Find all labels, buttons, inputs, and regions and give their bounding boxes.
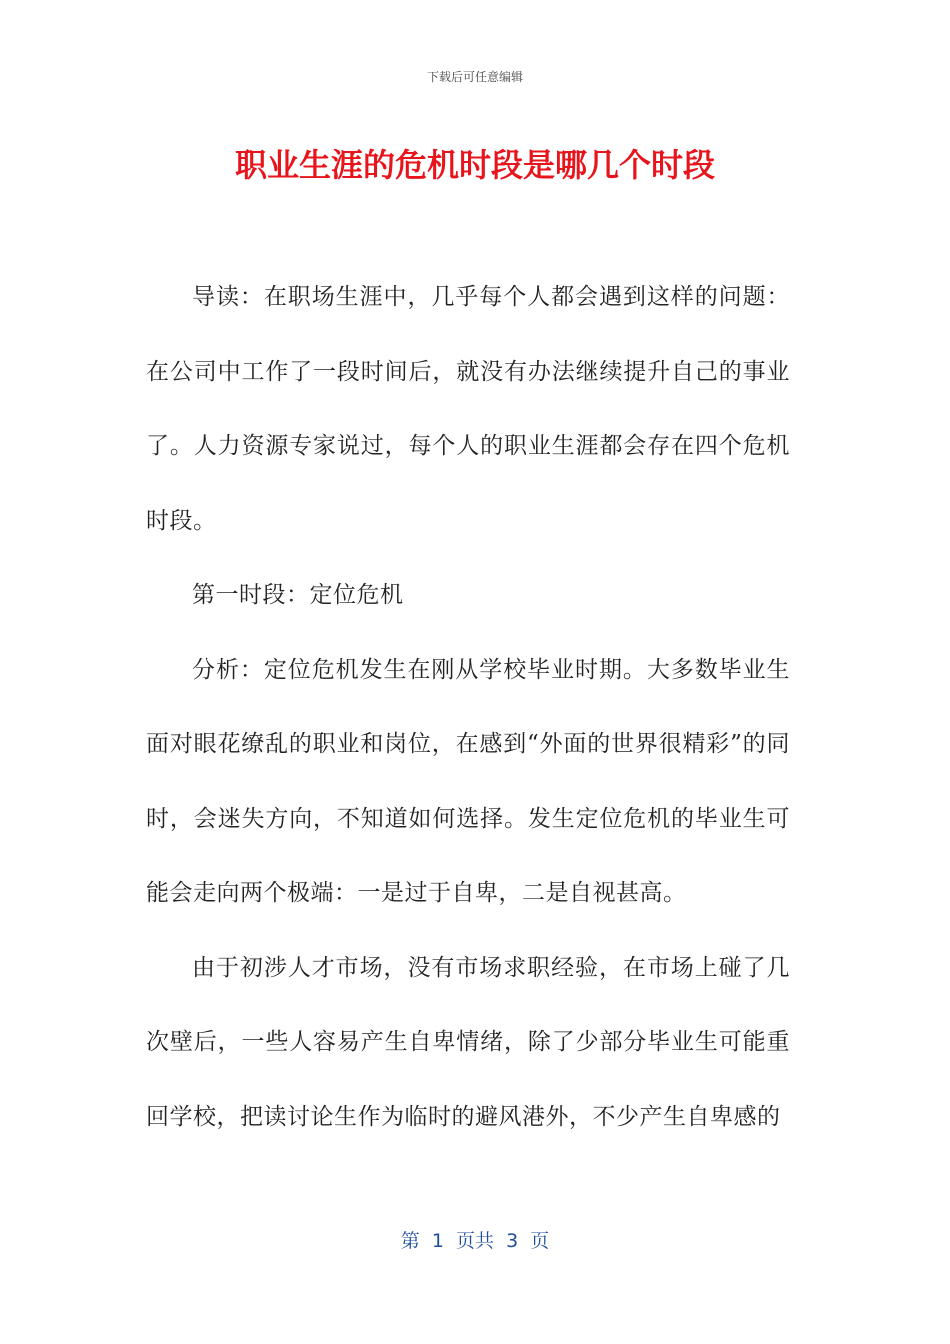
paragraph-intro: 导读：在职场生涯中，几乎每个人都会遇到这样的问题：在公司中工作了一段时间后，就没有办法继续提升自己的事业了。人力资源专家说过，每个人的职业生涯都会存在四个危机时段。 xyxy=(146,284,790,534)
paragraph-section-heading: 第一时段：定位危机 xyxy=(192,582,404,608)
document-body xyxy=(146,260,790,1154)
document-title: 职业生涯的危机时段是哪几个时段 xyxy=(234,146,715,184)
paragraph-analysis: 分析：定位危机发生在刚从学校毕业时期。大多数毕业生面对眼花缭乱的职业和岗位，在感到“外面的世界很精彩”的同时，会迷失方向，不知道如何选择。发生定位危机的毕业生可能会走向两个极端：一是过于自卑，二是自视甚高。 xyxy=(146,656,790,906)
page-number-footer: 第 1 页共 3 页 xyxy=(400,1230,550,1252)
header-note: 下载后可任意编辑 xyxy=(426,70,523,84)
paragraph-continuation: 由于初涉人才市场，没有市场求职经验，在市场上碰了几次壁后，一些人容易产生自卑情绪，除了少部分毕业生可能重回学校，把读讨论生作为临时的避风港外，不少产生自卑感的 xyxy=(146,954,790,1130)
